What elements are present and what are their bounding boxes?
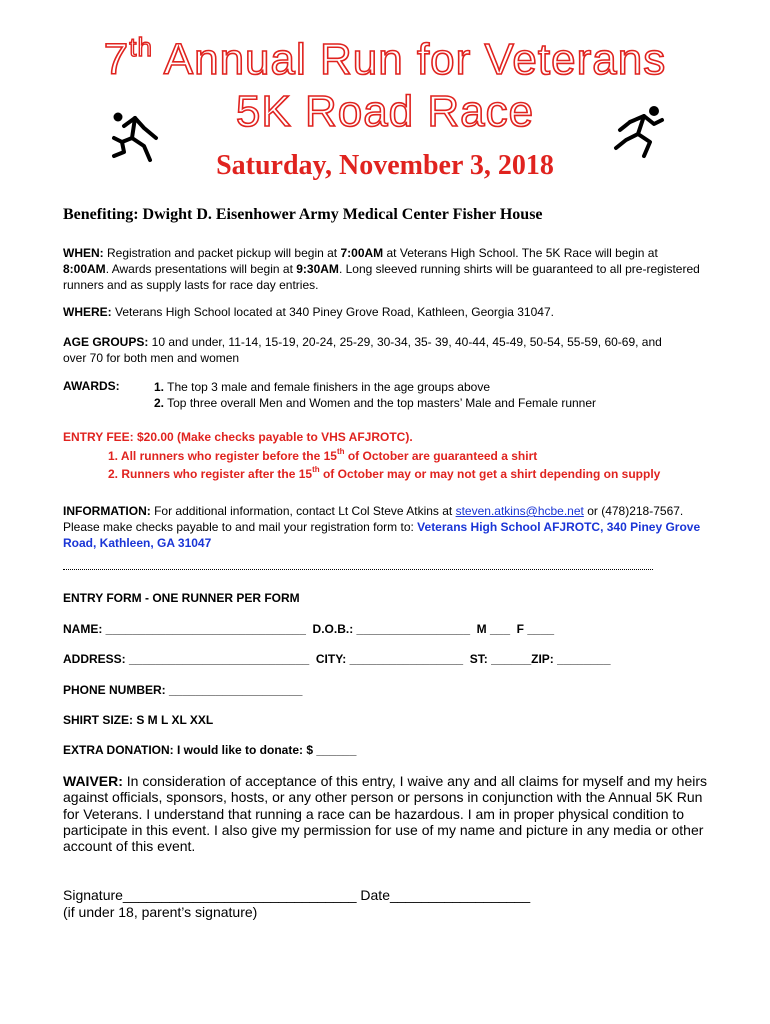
mailing-address: Veterans High School AFJROTC, 340 Piney Grove Road, Kathleen, GA 31047 xyxy=(63,520,701,550)
donation-field[interactable]: EXTRA DONATION: I would like to donate: $ ______ xyxy=(63,743,357,757)
shirt-size-field[interactable]: SHIRT SIZE: S M L XL XXL xyxy=(63,713,214,727)
list-item: 2. Top three overall Men and Women and the top masters’ Male and Female runner xyxy=(154,396,597,410)
age-groups-paragraph: AGE GROUPS: 10 and under, 11-14, 15-19, 20-24, 25-29, 30-34, 35- 39, 40-44, 45-49, 50-54, 55-59, 60-69, and over 70 for both men and women xyxy=(63,335,662,365)
address-field[interactable]: ADDRESS: ___________________________ CITY: _________________ ST: ______ZIP: ________ xyxy=(63,652,611,666)
event-title: 7th Annual Run for Veterans xyxy=(103,32,667,84)
entry-fee-item-2: 2. Runners who register after the 15th of October may or may not get a shirt depending on supply xyxy=(108,465,661,481)
awards-label: AWARDS: xyxy=(63,379,120,393)
awards-list xyxy=(154,379,596,411)
list-item: 1. The top 3 male and female finishers in the age groups above xyxy=(154,380,491,394)
benefiting-line: Benefiting: Dwight D. Eisenhower Army Medical Center Fisher House xyxy=(63,206,543,223)
entry-form-title: ENTRY FORM - ONE RUNNER PER FORM xyxy=(63,591,300,605)
event-subtitle: 5K Road Race xyxy=(235,87,535,136)
signature-field[interactable]: Signature______________________________ Date__________________ xyxy=(63,887,531,903)
where-paragraph: WHERE: Veterans High School located at 340 Piney Grove Road, Kathleen, Georgia 31047. xyxy=(63,305,554,319)
cut-line xyxy=(63,561,653,570)
name-dob-field[interactable]: NAME: ______________________________ D.O.B.: _________________ M ___ F ____ xyxy=(63,622,555,636)
waiver-paragraph: WAIVER: In consideration of acceptance of this entry, I waive any and all claims for myself and my heirs against officials, sponsors, hosts, or any other person or persons in conjunction with the Annual 5K Run for Veterans. I understand that running a race can be hazardous. I am in proper physical condition to participate in this event. I also give my permission for use of my name and picture in any media or other account of this event. xyxy=(63,773,708,855)
event-date: Saturday, November 3, 2018 xyxy=(216,150,554,181)
when-paragraph: WHEN: Registration and packet pickup will begin at 7:00AM at Veterans High School. The 5K Race will begin at 8:00AM. Awards presentations will begin at 9:30AM. Long sleeved running shirts will be guaranteed to all pre-registered runners and as supply lasts for race day entries. xyxy=(63,246,700,292)
entry-fee-item-1: 1. All runners who register before the 15th of October are guaranteed a shirt xyxy=(108,447,538,463)
entry-fee-line: ENTRY FEE: $20.00 (Make checks payable to VHS AFJROTC). xyxy=(63,430,413,444)
email-link[interactable]: steven.atkins@hcbe.net xyxy=(455,504,584,518)
signature-note: (if under 18, parent’s signature) xyxy=(63,904,258,920)
phone-field[interactable]: PHONE NUMBER: ____________________ xyxy=(63,683,303,697)
information-paragraph: INFORMATION: For additional information, contact Lt Col Steve Atkins at steven.atkins@hcbe.net or (478)218-7567. Please make checks payable to and mail your registration form to: Veterans High School AFJROTC, 340 Piney Grove Road, Kathleen, GA 31047 xyxy=(63,504,701,550)
